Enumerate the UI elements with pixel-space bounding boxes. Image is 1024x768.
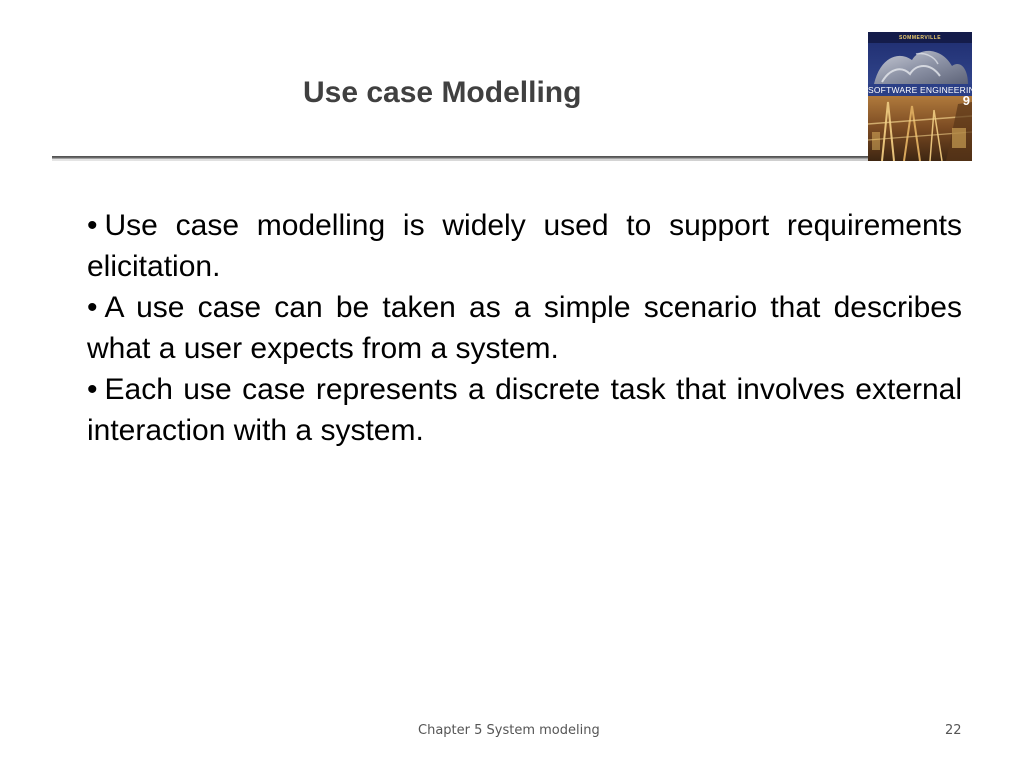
- bullet-text: Use case modelling is widely used to support requirements elicitation.: [87, 209, 962, 283]
- bullet-text: Each use case represents a discrete task that involves external interaction with a system.: [87, 373, 962, 447]
- book-cover-author: SOMMERVILLE: [898, 35, 942, 41]
- bullet-item: [87, 287, 962, 369]
- slide-title: Use case Modelling: [303, 76, 582, 109]
- bullet-item: [87, 205, 962, 287]
- bullet-icon: •: [87, 291, 98, 324]
- footer-chapter: Chapter 5 System modeling: [418, 723, 600, 738]
- bullet-list: [87, 205, 962, 451]
- bullet-text: A use case can be taken as a simple scenario that describes what a user expects from a system.: [87, 291, 962, 365]
- book-cover-image: [868, 32, 982, 161]
- page-number: 22: [945, 723, 962, 738]
- bullet-icon: •: [87, 209, 98, 242]
- bullet-item: [87, 369, 962, 451]
- book-cover-edition: 9: [962, 93, 970, 108]
- bullet-icon: •: [87, 373, 98, 406]
- book-cover-artwork: [868, 32, 982, 161]
- title-divider-shadow: [52, 159, 868, 161]
- book-cover-title: SOFTWARE ENGINEERING: [868, 85, 982, 95]
